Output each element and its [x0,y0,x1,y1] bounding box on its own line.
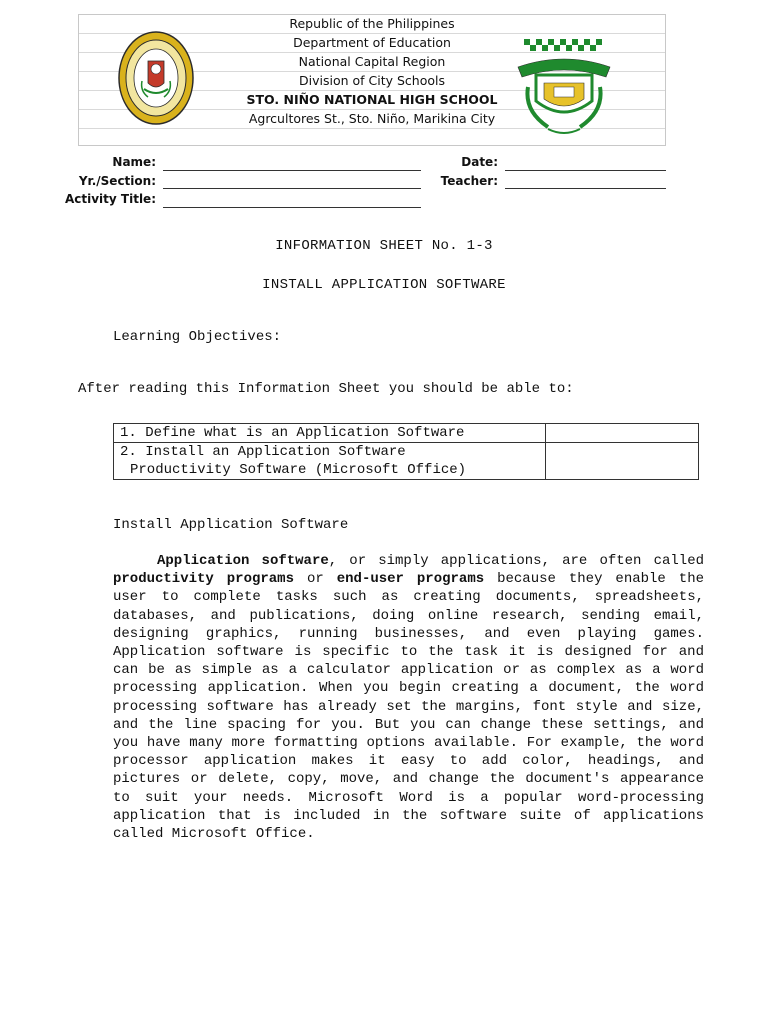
paragraph-text-1: , or simply applications, are often called [328,553,705,569]
name-field[interactable] [163,170,421,171]
header-line-division: Division of City Schools [79,72,665,91]
teacher-label: Teacher: [440,174,498,188]
activity-title-field[interactable] [163,207,421,208]
section-field[interactable] [163,188,421,189]
objective-cell [114,443,546,480]
objective-text: 1. Define what is an Application Software [120,425,465,441]
header-line-republic: Republic of the Philippines [79,15,665,34]
objective-cell [114,424,546,443]
term-productivity-programs: productivity programs [113,571,294,588]
division-seal-logo [118,31,194,125]
checkbox-cell[interactable] [546,424,699,443]
date-label: Date: [461,155,498,169]
school-seal-logo [514,37,614,141]
activity-title-label: Activity Title: [64,192,156,206]
section-label: Yr./Section: [78,174,156,188]
term-end-user-programs: end-user programs [336,571,485,588]
sheet-subtitle: INSTALL APPLICATION SOFTWARE [262,277,506,293]
paragraph-text-2: or [294,571,337,588]
school-address: Agrcultores St., Sto. Niño, Marikina City [79,110,665,129]
school-name: STO. NIÑO NATIONAL HIGH SCHOOL [79,91,665,110]
name-label: Name: [112,155,156,169]
date-field[interactable] [505,170,666,171]
sheet-title: INFORMATION SHEET No. 1-3 [275,238,493,254]
objectives-heading: Learning Objectives: [113,329,282,345]
header-line-region: National Capital Region [79,53,665,72]
objectives-intro: After reading this Information Sheet you should be able to: [78,381,574,397]
objective-subtext: Productivity Software (Microsoft Office) [130,462,467,478]
term-application-software: Application software [157,553,329,569]
teacher-field[interactable] [505,188,666,189]
header-line-deped: Department of Education [79,34,665,53]
checkbox-cell[interactable] [546,443,699,480]
body-paragraph [113,552,704,843]
table-row [114,424,699,443]
section-heading: Install Application Software [113,517,349,533]
objective-text: 2. Install an Application Software [120,444,406,460]
objectives-table [113,423,699,480]
table-row [114,443,699,480]
paragraph-text-3: because they enable the user to complete tasks such as creating documents, spreadsheets, databases, and publications, doing online research, sending email, designing graphics, running businesses, and even playing games. Application software is specific to the task it is designed for and can be as simple as a calculator application or as complex as a word processing application. When you begin creating a document, the word processing software has already set the margins, font style and size, and the line spacing for you. But you can change these settings, and you have many more formatting options available. For example, the word processor application makes it easy to add color, headings, and pictures or delete, copy, move, and change the document's appearance to suit your needs. Microsoft Word is a popular word-processing application that is included in the software suite of applications called Microsoft Office. [113,571,704,843]
